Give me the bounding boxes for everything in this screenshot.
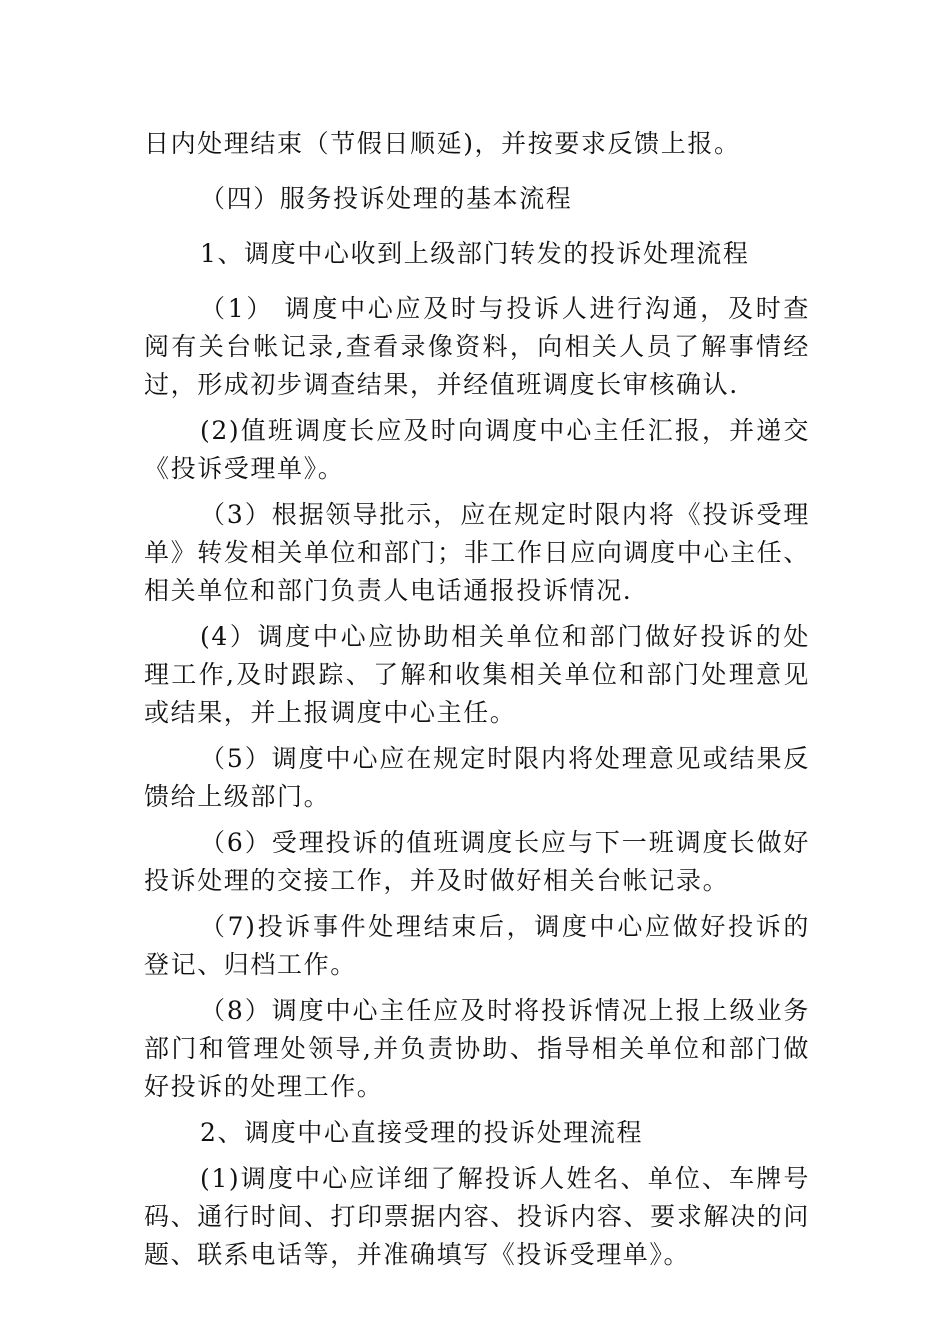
step-5-paragraph: （5）调度中心应在规定时限内将处理意见或结果反馈给上级部门。: [144, 744, 810, 811]
step-6-paragraph: （6）受理投诉的值班调度长应与下一班调度长做好投诉处理的交接工作，并及时做好相关台帐记录。: [144, 828, 810, 895]
step-4-paragraph: (4）调度中心应协助相关单位和部门做好投诉的处理工作,及时跟踪、了解和收集相关单位和部门处理意见或结果，并上报调度中心主任。: [144, 622, 810, 727]
step-2-paragraph: (2)值班调度长应及时向调度中心主任汇报，并递交《投诉受理单》。: [144, 416, 810, 483]
step-1-paragraph: （1） 调度中心应及时与投诉人进行沟通，及时查阅有关台帐记录,查看录像资料，向相关人员了解事情经过，形成初步调查结果，并经值班调度长审核确认.: [144, 294, 810, 399]
paragraph-continuation: 日内处理结束（节假日顺延)，并按要求反馈上报。: [144, 129, 741, 158]
direct-step-1-paragraph: (1)调度中心应详细了解投诉人姓名、单位、车牌号码、通行时间、打印票据内容、投诉内容、要求解决的问题、联系电话等，并准确填写《投诉受理单》。: [144, 1164, 810, 1269]
step-3-paragraph: （3）根据领导批示，应在规定时限内将《投诉受理单》转发相关单位和部门；非工作日应向调度中心主任、相关单位和部门负责人电话通报投诉情况.: [144, 500, 810, 605]
subsection-heading-2: 2、调度中心直接受理的投诉处理流程: [200, 1118, 644, 1147]
step-7-paragraph: （7)投诉事件处理结束后，调度中心应做好投诉的登记、归档工作。: [144, 912, 810, 979]
step-8-paragraph: （8）调度中心主任应及时将投诉情况上报上级业务部门和管理处领导,并负责协助、指导相关单位和部门做好投诉的处理工作。: [144, 996, 810, 1101]
document-body: [144, 125, 810, 1274]
section-heading-four: （四）服务投诉处理的基本流程: [200, 184, 573, 213]
subsection-heading-1: 1、调度中心收到上级部门转发的投诉处理流程: [200, 239, 750, 268]
